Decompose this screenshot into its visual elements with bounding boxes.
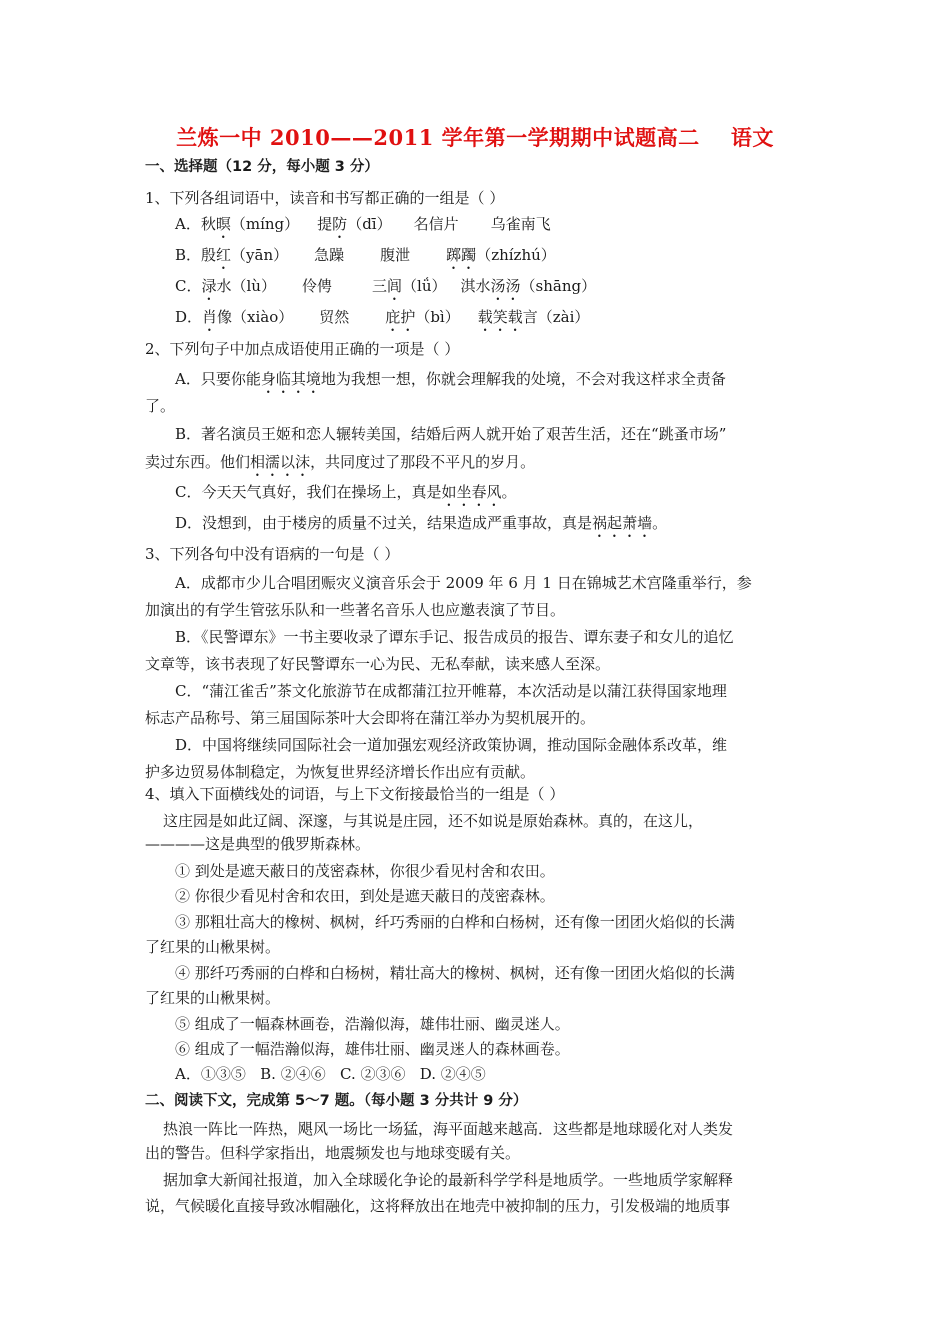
dotted-char: 坐 <box>456 483 472 501</box>
q4-item-1: ① 到处是遮天蔽日的茂密森林，你很少看见村舍和农田。 <box>175 862 555 880</box>
text: A．秋 <box>175 215 216 233</box>
text: 乌雀南飞 <box>490 215 551 233</box>
q1-option-c <box>175 276 596 304</box>
q4-item-4-cont: 了红果的山楸果树。 <box>145 989 281 1007</box>
q4-item-6: ⑥ 组成了一幅浩瀚似海，雄伟壮丽、幽灵迷人的森林画卷。 <box>175 1040 570 1058</box>
q3-option-b: B．《民警谭东》一书主要收录了谭东手记、报告成员的报告、谭东妻子和女儿的追忆 <box>175 628 734 646</box>
text: （dī） <box>347 215 392 233</box>
dotted-char: 载 <box>477 308 493 326</box>
dotted-char: 载 <box>507 308 523 326</box>
text: 名信片 <box>413 215 459 233</box>
dotted-char: 红 <box>216 246 232 264</box>
dotted-char: 身 <box>260 370 276 388</box>
dotted-char: 庇 <box>385 308 401 326</box>
dotted-char: 汤 <box>505 277 521 295</box>
q4-item-3-cont: 了红果的山楸果树。 <box>145 938 281 956</box>
q1-stem: 1、下列各组词语中，读音和书写都正确的一组是（ ） <box>145 189 505 207</box>
dotted-char: 闾 <box>387 277 403 295</box>
text: 急躁 <box>314 246 345 264</box>
dotted-char: 肖 <box>202 308 218 326</box>
dotted-char: 墙 <box>637 514 653 532</box>
dotted-char: 暝 <box>215 215 231 233</box>
dotted-char: 如 <box>441 483 457 501</box>
text: （míng） <box>230 215 300 233</box>
dotted-char: 临 <box>275 370 291 388</box>
text: （lǘ） <box>402 277 447 295</box>
text: D．没想到，由于楼房的质量不过关，结果造成严重事故，真是 <box>175 514 593 532</box>
dotted-char: 风 <box>486 483 502 501</box>
text: 像（xiào） <box>217 308 294 326</box>
q2-option-a <box>175 369 726 397</box>
dotted-char: 濡 <box>265 453 281 471</box>
reading-paragraph-1-cont: 出的警告。但科学家指出，地震频发也与地球变暖有关。 <box>145 1144 521 1162</box>
q3-option-c-cont: 标志产品称号、第三届国际茶叶大会即将在蒲江举办为契机展开的。 <box>145 709 596 727</box>
q4-item-2: ② 你很少看见村舍和农田，到处是遮天蔽日的茂密森林。 <box>175 887 555 905</box>
dotted-char: 渌 <box>201 277 217 295</box>
q2-option-d <box>175 513 667 541</box>
q2-option-b: B．著名演员王姬和恋人辗转美国，结婚后两人就开始了艰苦生活，还在“跳蚤市场” <box>175 425 727 443</box>
dotted-char: 以 <box>280 453 296 471</box>
text: （yān） <box>231 246 289 264</box>
dotted-char: 汤 <box>490 277 506 295</box>
text: 言（zài） <box>522 308 590 326</box>
q2-option-a-cont: 了。 <box>145 397 176 415</box>
dotted-char: 踯 <box>446 246 462 264</box>
dotted-char: 萧 <box>622 514 638 532</box>
q4-item-5: ⑤ 组成了一幅森林画卷，浩瀚似海，雄伟壮丽、幽灵迷人。 <box>175 1015 570 1033</box>
reading-paragraph-2: 据加拿大新闻社报道，加入全球暖化争论的最新科学学科是地质学。一些地质学家解释 <box>163 1171 734 1189</box>
dotted-char: 相 <box>250 453 266 471</box>
text: C．今天天气真好，我们在操场上，真是 <box>175 483 442 501</box>
q2-option-b-cont <box>145 452 535 480</box>
text: A．只要你能 <box>175 370 261 388</box>
q2-stem: 2、下列句子中加点成语使用正确的一项是（ ） <box>145 340 460 358</box>
text: （shāng） <box>520 277 597 295</box>
q3-option-d: D．中国将继续同国际社会一道加强宏观经济政策协调，推动国际金融体系改革，维 <box>175 736 728 754</box>
text: 伶俜 <box>301 277 332 295</box>
text: D． <box>175 308 203 326</box>
text: 。 <box>501 483 517 501</box>
dotted-char: 起 <box>607 514 623 532</box>
q4-item-3: ③ 那粗壮高大的橡树、枫树，纤巧秀丽的白桦和白杨树，还有像一团团火焰似的长满 <box>175 913 735 931</box>
q1-option-b <box>175 245 556 273</box>
dotted-char: 其 <box>290 370 306 388</box>
text: C． <box>175 277 202 295</box>
q4-passage-cont: ————这是典型的俄罗斯森林。 <box>145 835 371 853</box>
text: 三 <box>371 277 387 295</box>
text: 淇水 <box>460 277 491 295</box>
q4-passage: 这庄园是如此辽阔、深邃，与其说是庄园，还不如说是原始森林。真的，在这儿， <box>163 812 704 830</box>
text: B．殷 <box>175 246 217 264</box>
q3-option-a: A．成都市少儿合唱团赈灾义演音乐会于 2009 年 6 月 1 日在锦城艺术宫隆重举行，参 <box>175 574 752 592</box>
text: 地为我想一想，你就会理解我的处境，不会对我这样求全责备 <box>320 370 726 388</box>
page-title: 兰炼一中 2010——2011 学年第一学期期中试题高二 语文 <box>176 125 774 150</box>
q4-choices: A．①③⑤ B. ②④⑥ C. ②③⑥ D. ②④⑤ <box>175 1065 486 1083</box>
q2-option-c <box>175 482 517 510</box>
dotted-char: 春 <box>471 483 487 501</box>
dotted-char: 笑 <box>492 308 508 326</box>
q3-stem: 3、下列各句中没有语病的一句是（ ） <box>145 545 400 563</box>
text: 提 <box>317 215 333 233</box>
text: ，共同度过了那段不平凡的岁月。 <box>310 453 536 471</box>
q1-option-a <box>175 214 551 242</box>
text: 。 <box>652 514 668 532</box>
reading-paragraph-2-cont: 说，气候暖化直接导致冰帽融化，这将释放出在地壳中被抑制的压力，引发极端的地质事 <box>145 1197 731 1215</box>
q3-option-a-cont: 加演出的有学生管弦乐队和一些著名音乐人也应邀表演了节目。 <box>145 601 566 619</box>
text: 腹泄 <box>380 246 411 264</box>
text: 贸然 <box>319 308 350 326</box>
dotted-char: 境 <box>305 370 321 388</box>
dotted-char: 防 <box>332 215 348 233</box>
dotted-char: 护 <box>400 308 416 326</box>
text: 卖过东西。他们 <box>145 453 251 471</box>
dotted-char: 沫 <box>295 453 311 471</box>
dotted-char: 躅 <box>461 246 477 264</box>
reading-paragraph-1: 热浪一阵比一阵热，飓风一场比一场猛，海平面越来越高．这些都是地球暖化对人类发 <box>163 1120 734 1138</box>
q3-option-b-cont: 文章等，该书表现了好民警谭东一心为民、无私奉献，读来感人至深。 <box>145 655 611 673</box>
q3-option-c: C．“蒲江雀舌”茶文化旅游节在成都蒲江拉开帷幕，本次活动是以蒲江获得国家地理 <box>175 682 727 700</box>
text: （zhízhú） <box>476 246 556 264</box>
q4-item-4: ④ 那纤巧秀丽的白桦和白杨树，精壮高大的橡树、枫树，还有像一团团火焰似的长满 <box>175 964 735 982</box>
text: 水（lù） <box>216 277 276 295</box>
text: （bì） <box>415 308 460 326</box>
dotted-char: 祸 <box>592 514 608 532</box>
section-2-heading: 二、阅读下文，完成第 5～7 题。（每小题 3 分共计 9 分） <box>145 1093 528 1109</box>
q1-option-d <box>175 307 589 335</box>
section-1-heading: 一、选择题（12 分，每小题 3 分） <box>145 159 379 175</box>
q3-option-d-cont: 护多边贸易体制稳定，为恢复世界经济增长作出应有贡献。 <box>145 763 536 781</box>
q4-stem: 4、填入下面横线处的词语，与上下文衔接最恰当的一组是（ ） <box>145 785 565 803</box>
